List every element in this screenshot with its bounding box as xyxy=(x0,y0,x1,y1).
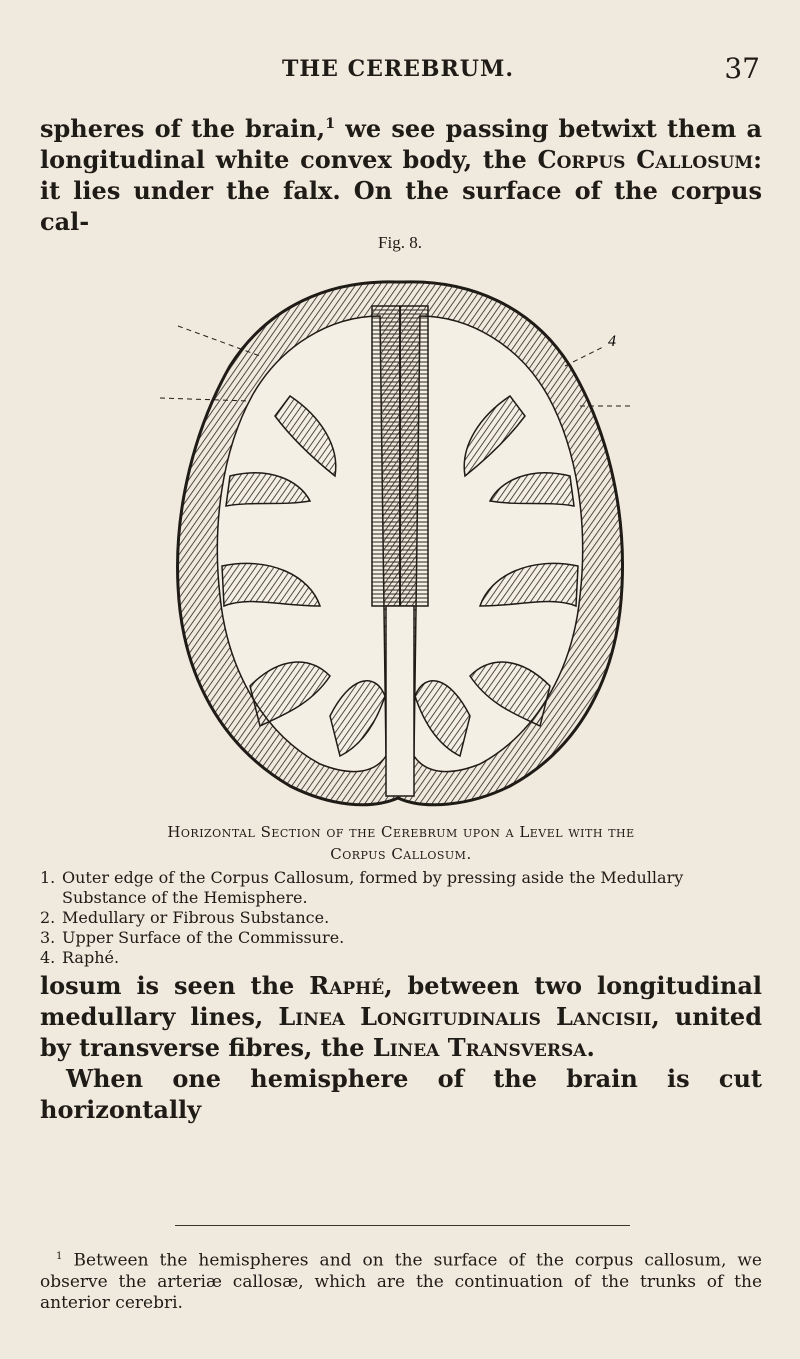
running-title: THE CEREBRUM. xyxy=(282,56,514,82)
running-head xyxy=(36,52,760,88)
legend-num: 3. xyxy=(40,928,56,947)
footnote-marker: 1 xyxy=(325,115,336,132)
term-corpus-callosum: Corpus Callosum xyxy=(537,145,754,174)
figure-caption xyxy=(40,821,762,865)
body-text: : it lies under the falx. On the surface of the corpus cal- xyxy=(40,145,762,236)
legend-text: Outer edge of the Corpus Callosum, formed by pressing aside the Medullary Substance of the Hemisphere. xyxy=(62,868,684,907)
body-paragraph-top xyxy=(40,108,762,237)
legend-num: 4. xyxy=(40,948,56,967)
term-raphe: Raphé xyxy=(309,971,385,1000)
legend-item xyxy=(40,948,762,968)
legend-item xyxy=(40,868,762,908)
legend-num: 1. xyxy=(40,868,56,887)
legend-num: 2. xyxy=(40,908,56,927)
body-text: spheres of the brain, xyxy=(40,114,326,143)
body-text: losum is seen the xyxy=(40,971,310,1000)
term-linea-transversa: Linea Transversa xyxy=(372,1033,587,1062)
posterior-fissure xyxy=(386,606,414,796)
body-text: . xyxy=(586,1033,595,1062)
body-text: When one hemisphere of the brain is cut horizontally xyxy=(40,1064,762,1124)
footnote xyxy=(40,1246,762,1314)
footnote-rule xyxy=(175,1225,630,1226)
figure-label: Fig. 8. xyxy=(378,233,422,252)
figure-legend xyxy=(40,868,762,968)
caption-line: Corpus Callosum. xyxy=(330,845,472,863)
legend-text: Raphé. xyxy=(62,948,120,967)
legend-text: Upper Surface of the Commissure. xyxy=(62,928,345,947)
body-text: , united by transverse fibres, the xyxy=(40,1002,762,1062)
brain-section-figure xyxy=(160,276,640,816)
legend-item xyxy=(40,908,762,928)
legend-text: Medullary or Fibrous Substance. xyxy=(62,908,330,927)
footnote-text: Between the hemispheres and on the surface of the corpus callosum, we observe the arteriæ callosæ, which are the continuation of the trunks of the anterior cerebri. xyxy=(40,1250,762,1313)
body-text: we see passing betwixt them a longitudinal white convex body, the xyxy=(40,114,762,174)
brain-section-illustration xyxy=(160,276,640,816)
legend-item xyxy=(40,928,762,948)
page-number: 37 xyxy=(724,52,760,85)
body-text: , between two longitudinal medullary lines, xyxy=(40,971,762,1031)
callout-4: 4 xyxy=(608,333,616,350)
caption-line: Horizontal Section of the Cerebrum upon a Level with the xyxy=(167,823,635,841)
body-paragraph-bottom xyxy=(40,970,762,1125)
term-linea-lancisii: Linea Longitudinalis Lancisii xyxy=(278,1002,652,1031)
footnote-marker: 1 xyxy=(56,1251,63,1262)
